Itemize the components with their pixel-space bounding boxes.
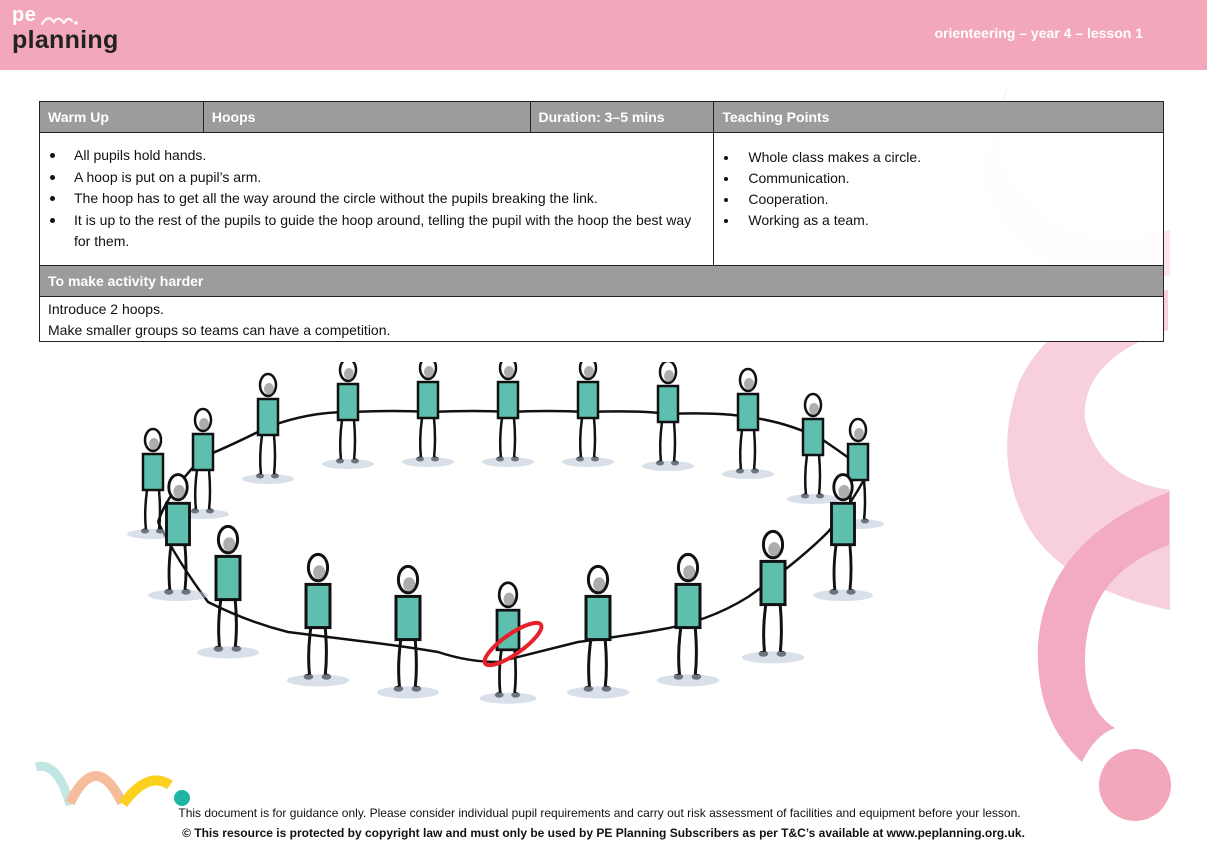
teaching-point-item: Communication.	[722, 168, 1155, 189]
harder-content-row	[40, 297, 1164, 342]
instruction-item: The hoop has to get all the way around the circle without the pupils breaking the link.	[48, 188, 705, 210]
teaching-points-list	[722, 147, 1155, 231]
instructions-list	[48, 145, 705, 253]
page-header	[0, 0, 1207, 70]
duration-label: Duration: 3–5 mins	[530, 102, 714, 133]
section-label: Warm Up	[40, 102, 204, 133]
footer-copyright: © This resource is protected by copyright law and must only be used by PE Planning Subscribers as per T&C’s available at www.peplanning.org.uk.	[182, 826, 1025, 840]
pe-planning-logo	[12, 4, 122, 60]
harder-cell	[40, 297, 1164, 342]
teaching-point-item: Whole class makes a circle.	[722, 147, 1155, 168]
teal-dot-icon	[174, 790, 190, 806]
teaching-points-label: Teaching Points	[714, 102, 1164, 133]
instruction-item: All pupils hold hands.	[48, 145, 705, 167]
lesson-title: orienteering – year 4 – lesson 1	[934, 25, 1143, 41]
harder-item: Make smaller groups so teams can have a competition.	[48, 322, 391, 338]
activity-name: Hoops	[203, 102, 530, 133]
circle-of-pupils-illustration	[108, 362, 958, 732]
activity-header-row	[40, 102, 1164, 133]
activity-content-row	[40, 133, 1164, 266]
harder-label: To make activity harder	[40, 266, 1164, 297]
logo-planning-text: planning	[12, 26, 119, 54]
teaching-points-cell	[714, 133, 1164, 266]
harder-item: Introduce 2 hoops.	[48, 301, 164, 317]
instructions-cell	[40, 133, 714, 266]
instruction-item: A hoop is put on a pupil’s arm.	[48, 167, 705, 189]
teaching-point-item: Working as a team.	[722, 210, 1155, 231]
harder-header-row	[40, 266, 1164, 297]
lesson-activity-table	[39, 101, 1164, 342]
instruction-item: It is up to the rest of the pupils to guide the hoop around, telling the pupil with the hoop the best way for them.	[48, 210, 705, 253]
footer-disclaimer: This document is for guidance only. Please consider individual pupil requirements and carry out risk assessment of facilities and equipment before your lesson.	[178, 806, 1021, 820]
logo-pe-text: pe	[12, 4, 37, 26]
teaching-point-item: Cooperation.	[722, 189, 1155, 210]
